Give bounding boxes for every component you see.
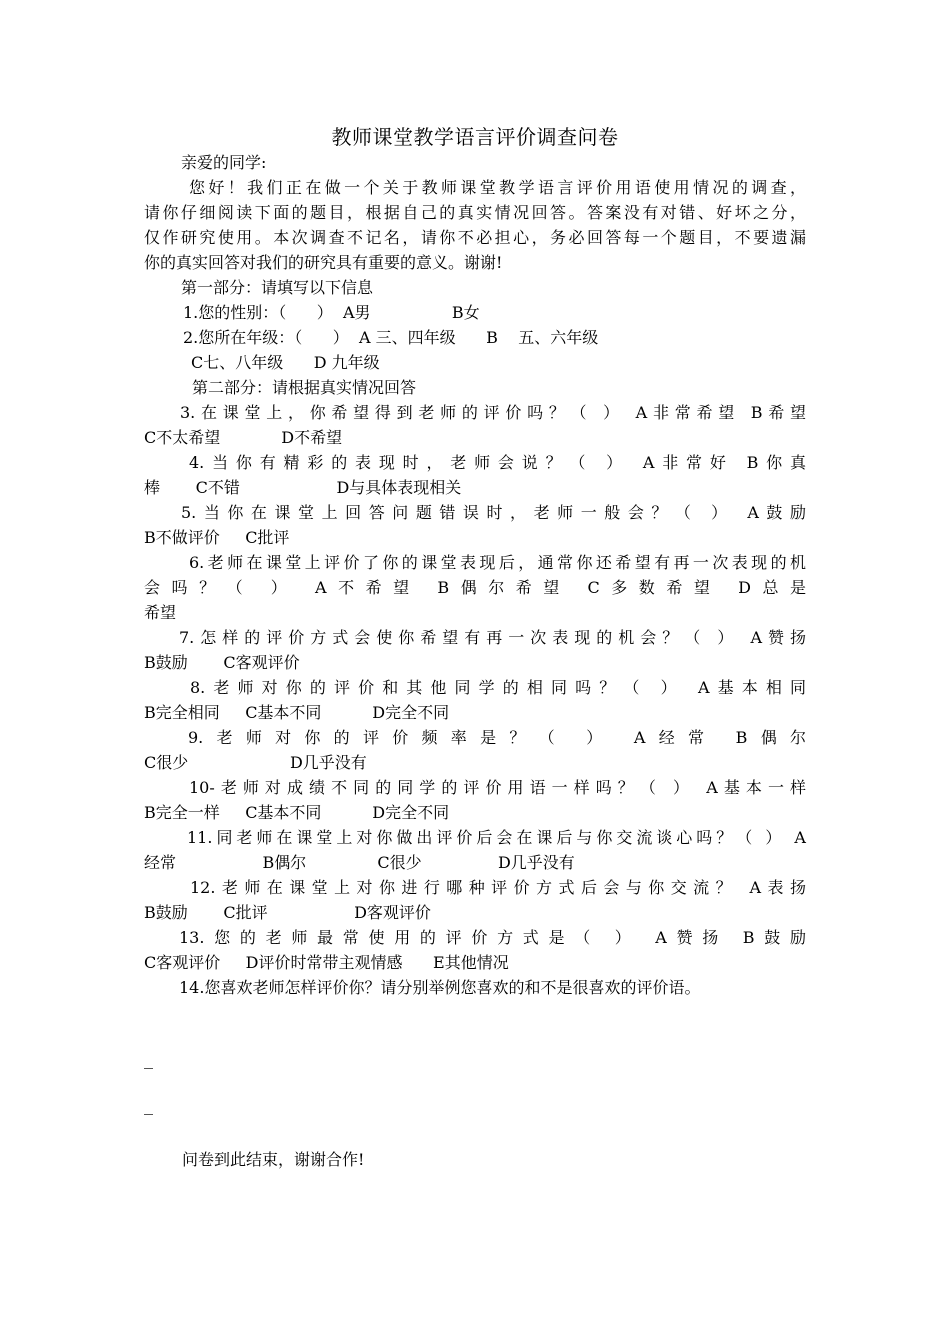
part1-heading: 第一部分：请填写以下信息 [181,278,374,297]
question-6-options: 会吗？（ ） A不希望 B偶尔希望 C多数希望 D总是 [144,578,806,597]
answer-line-2 [144,1114,153,1115]
question-9: 9.老师对你的评价频率是？（ ） A经常 B偶尔 [188,728,806,747]
question-7-options: B鼓励 C客观评价 [144,653,300,672]
question-8-options: B完全相同 C基本不同 D完全不同 [144,703,450,722]
closing-text: 问卷到此结束，谢谢合作! [182,1150,365,1169]
question-1: 1.您的性别：（ ） A男 B女 [183,303,480,322]
question-8: 8.老师对你的评价和其他同学的相同吗？（ ） A基本相同 [190,678,806,697]
question-11-options: 经常 B偶尔 C很少 D几乎没有 [144,853,575,872]
question-10-options: B完全一样 C基本不同 D完全不同 [144,803,450,822]
question-10: 10-老师对成绩不同的同学的评价用语一样吗？（ ） A基本一样 [189,778,806,797]
question-6: 6.老师在课堂上评价了你的课堂表现后，通常你还希望有再一次表现的机 [189,553,806,572]
question-14: 14.您喜欢老师怎样评价你？请分别举例您喜欢的和不是很喜欢的评价语。 [179,978,701,997]
question-5-options: B不做评价 C批评 [144,528,290,547]
question-12-options: B鼓励 C批评 D客观评价 [144,903,431,922]
question-3: 3.在课堂上，你希望得到老师的评价吗？（ ） A非常希望 B希望 [180,403,806,422]
question-13: 13.您的老师最常使用的评价方式是（ ） A赞扬 B鼓励 [179,928,806,947]
question-12: 12.老师在课堂上对你进行哪种评价方式后会与你交流？ A表扬 [190,878,806,897]
part2-heading: 第二部分：请根据真实情况回答 [192,378,417,397]
greeting: 亲爱的同学: [181,153,267,172]
question-7: 7.怎样的评价方式会使你希望有再一次表现的机会？（ ） A赞扬 [179,628,806,647]
question-6-options-cont: 希望 [144,603,177,622]
question-4: 4.当你有精彩的表现时，老师会说？（ ） A非常好 B你真 [189,453,806,472]
question-2-options: C七、八年级 D 九年级 [191,353,380,372]
question-4-options: 棒 C不错 D与具体表现相关 [144,478,462,497]
question-3-options: C不太希望 D不希望 [144,428,343,447]
intro-line-4: 你的真实回答对我们的研究具有重要的意义。谢谢! [144,253,503,272]
page-title: 教师课堂教学语言评价调查问卷 [331,125,619,149]
question-9-options: C很少 D几乎没有 [144,753,367,772]
intro-line-2: 请你仔细阅读下面的题目，根据自己的真实情况回答。答案没有对错、好坏之分， [144,203,806,222]
answer-line-1 [144,1068,153,1069]
intro-line-3: 仅作研究使用。本次调查不记名，请你不必担心，务必回答每一个题目，不要遗漏 [144,228,806,247]
question-2: 2.您所在年级：（ ） A 三、四年级 B 五、六年级 [183,328,599,347]
question-5: 5.当你在课堂上回答问题错误时，老师一般会？（ ） A鼓励 [181,503,806,522]
intro-line-1: 您好！我们正在做一个关于教师课堂教学语言评价用语使用情况的调查， [189,178,806,197]
question-13-options: C客观评价 D评价时常带主观情感 E其他情况 [144,953,509,972]
question-11: 11.同老师在课堂上对你做出评价后会在课后与你交流谈心吗？（ ） A [187,828,806,847]
